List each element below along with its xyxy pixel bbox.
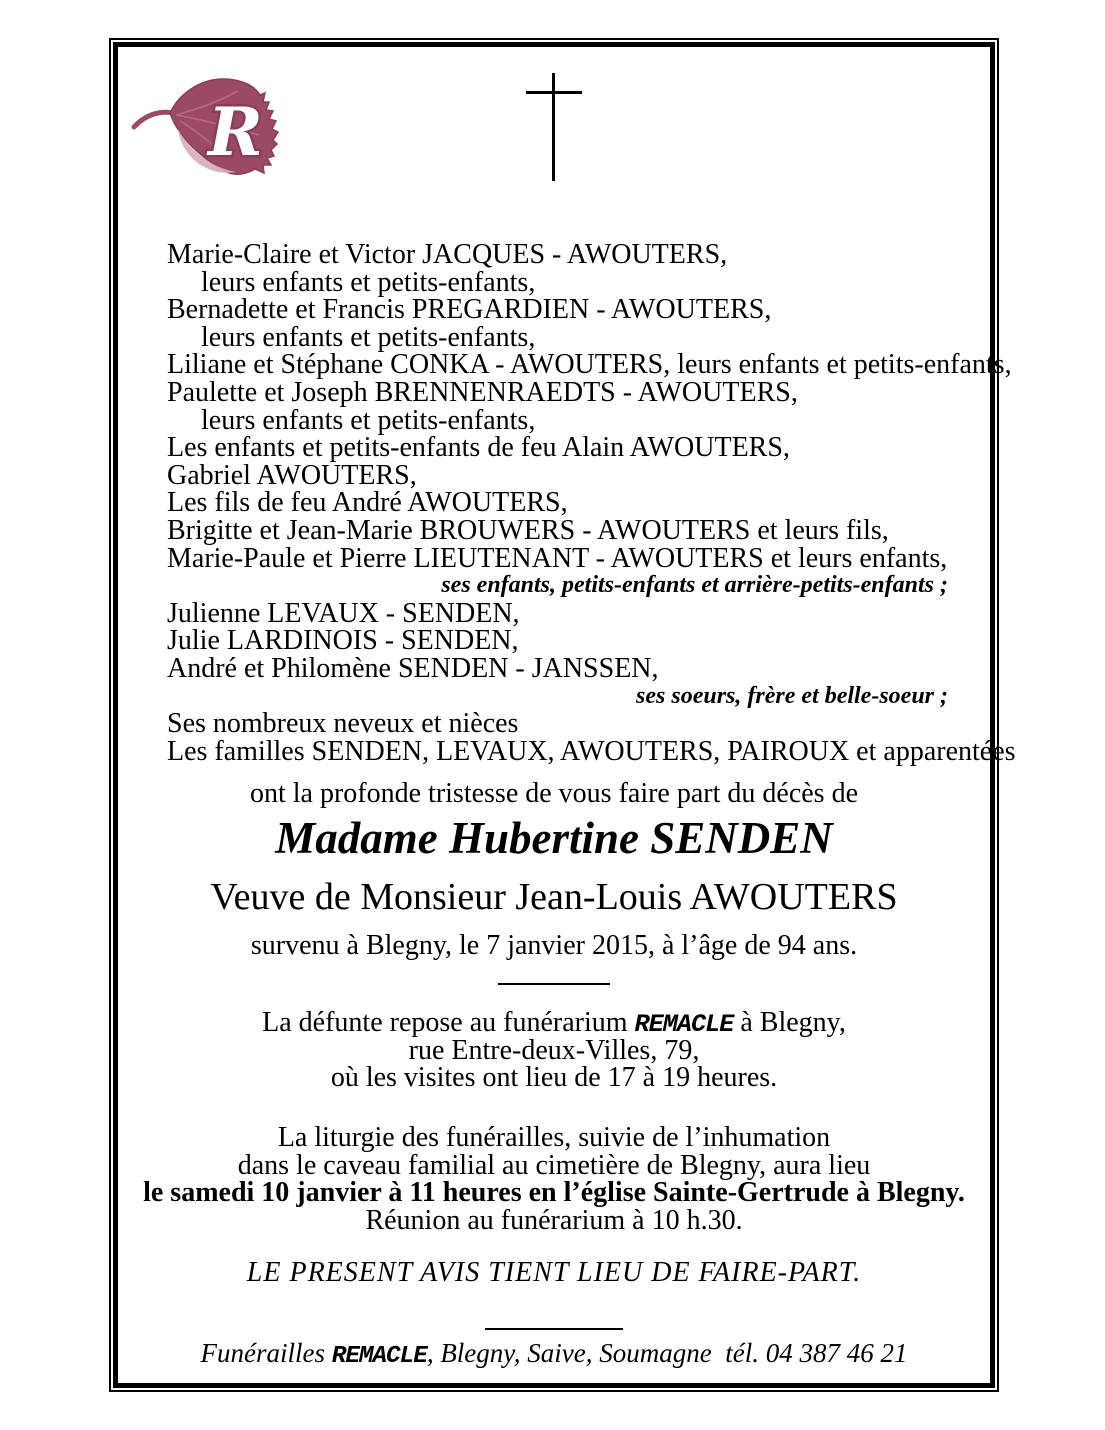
relation-line: ses enfants, petits-enfants et arrière-petits-enfants ; [441, 572, 948, 599]
notice-line: LE PRESENT AVIS TIENT LIEU DE FAIRE-PART. [246, 1257, 862, 1288]
footer-prefix: Funérailles [200, 1338, 332, 1368]
family-line: Ses nombreux neveux et nièces [167, 708, 519, 740]
widow-line: Veuve de Monsieur Jean-Louis AWOUTERS [210, 876, 898, 918]
family-line: André et Philomène SENDEN - JANSSEN, [167, 652, 659, 684]
family-line: Les enfants et petits-enfants de feu Alain AWOUTERS, [167, 432, 790, 464]
ceremony-date-line: le samedi 10 janvier à 11 heures en l’église Sainte-Gertrude à Blegny. [143, 1177, 965, 1208]
funeral-home-brand: REMACLE [331, 1343, 427, 1370]
family-line: Marie-Paule et Pierre LIEUTENANT - AWOUTERS et leurs enfants, [167, 542, 948, 574]
family-line: Gabriel AWOUTERS, [167, 459, 417, 491]
family-line: Brigitte et Jean-Marie BROUWERS - AWOUTERS et leurs fils, [167, 514, 889, 546]
separator-line [498, 983, 610, 985]
family-line: leurs enfants et petits-enfants, [201, 321, 536, 353]
cross-horizontal-bar [526, 91, 582, 94]
ceremony-line1: La liturgie des funérailles, suivie de l’inhumation [277, 1122, 831, 1153]
outer-border [109, 38, 1016, 1392]
family-line: Paulette et Joseph BRENNENRAEDTS - AWOUTERS, [167, 376, 798, 408]
death-details: survenu à Blegny, le 7 janvier 2015, à l’âge de 94 ans. [250, 930, 858, 961]
repository-line1-suffix: à Blegny, [733, 1007, 846, 1038]
intro-line: ont la profonde tristesse de vous faire part du décès de [249, 778, 858, 809]
family-list [167, 239, 1016, 767]
visiting-hours: où les visites ont lieu de 17 à 19 heures. [330, 1062, 778, 1093]
logo-letter: R [208, 93, 263, 171]
ceremony-meeting-line: Réunion au funérarium à 10 h.30. [365, 1205, 743, 1236]
family-line: leurs enfants et petits-enfants, [201, 266, 536, 298]
footer-suffix: , Blegny, Saive, Soumagne tél. 04 387 46 21 [426, 1338, 908, 1368]
family-line: Julie LARDINOIS - SENDEN, [167, 625, 519, 657]
family-line: Marie-Claire et Victor JACQUES - AWOUTERS, [167, 239, 728, 270]
cross-icon [526, 73, 582, 181]
cross-vertical-bar [552, 73, 555, 181]
family-line: Les familles SENDEN, LEVAUX, AWOUTERS, PAIROUX et apparentées [167, 735, 1016, 767]
inner-border [113, 42, 1016, 1388]
funeral-home-brand: REMACLE [634, 1010, 734, 1039]
relation-line: ses soeurs, frère et belle-soeur ; [636, 682, 948, 709]
repository-address: rue Entre-deux-Villes, 79, [408, 1035, 700, 1066]
separator-line [485, 1328, 623, 1330]
family-line: Liliane et Stéphane CONKA - AWOUTERS, leurs enfants et petits-enfants, [167, 349, 1012, 381]
family-line: Les fils de feu André AWOUTERS, [167, 487, 568, 519]
footer-line [118, 1338, 990, 1372]
deceased-name: Madame Hubertine SENDEN [275, 813, 833, 863]
ceremony-line2: dans le caveau familial au cimetière de Blegny, aura lieu [237, 1150, 871, 1181]
family-line: leurs enfants et petits-enfants, [201, 404, 536, 436]
leaf-stem [134, 112, 174, 127]
repository-line1-prefix: La défunte repose au funérarium [262, 1007, 635, 1038]
funeral-home-logo [128, 69, 283, 187]
family-line: Julienne LEVAUX - SENDEN, [167, 597, 520, 629]
family-line: Bernadette et Francis PREGARDIEN - AWOUTERS, [167, 294, 772, 326]
